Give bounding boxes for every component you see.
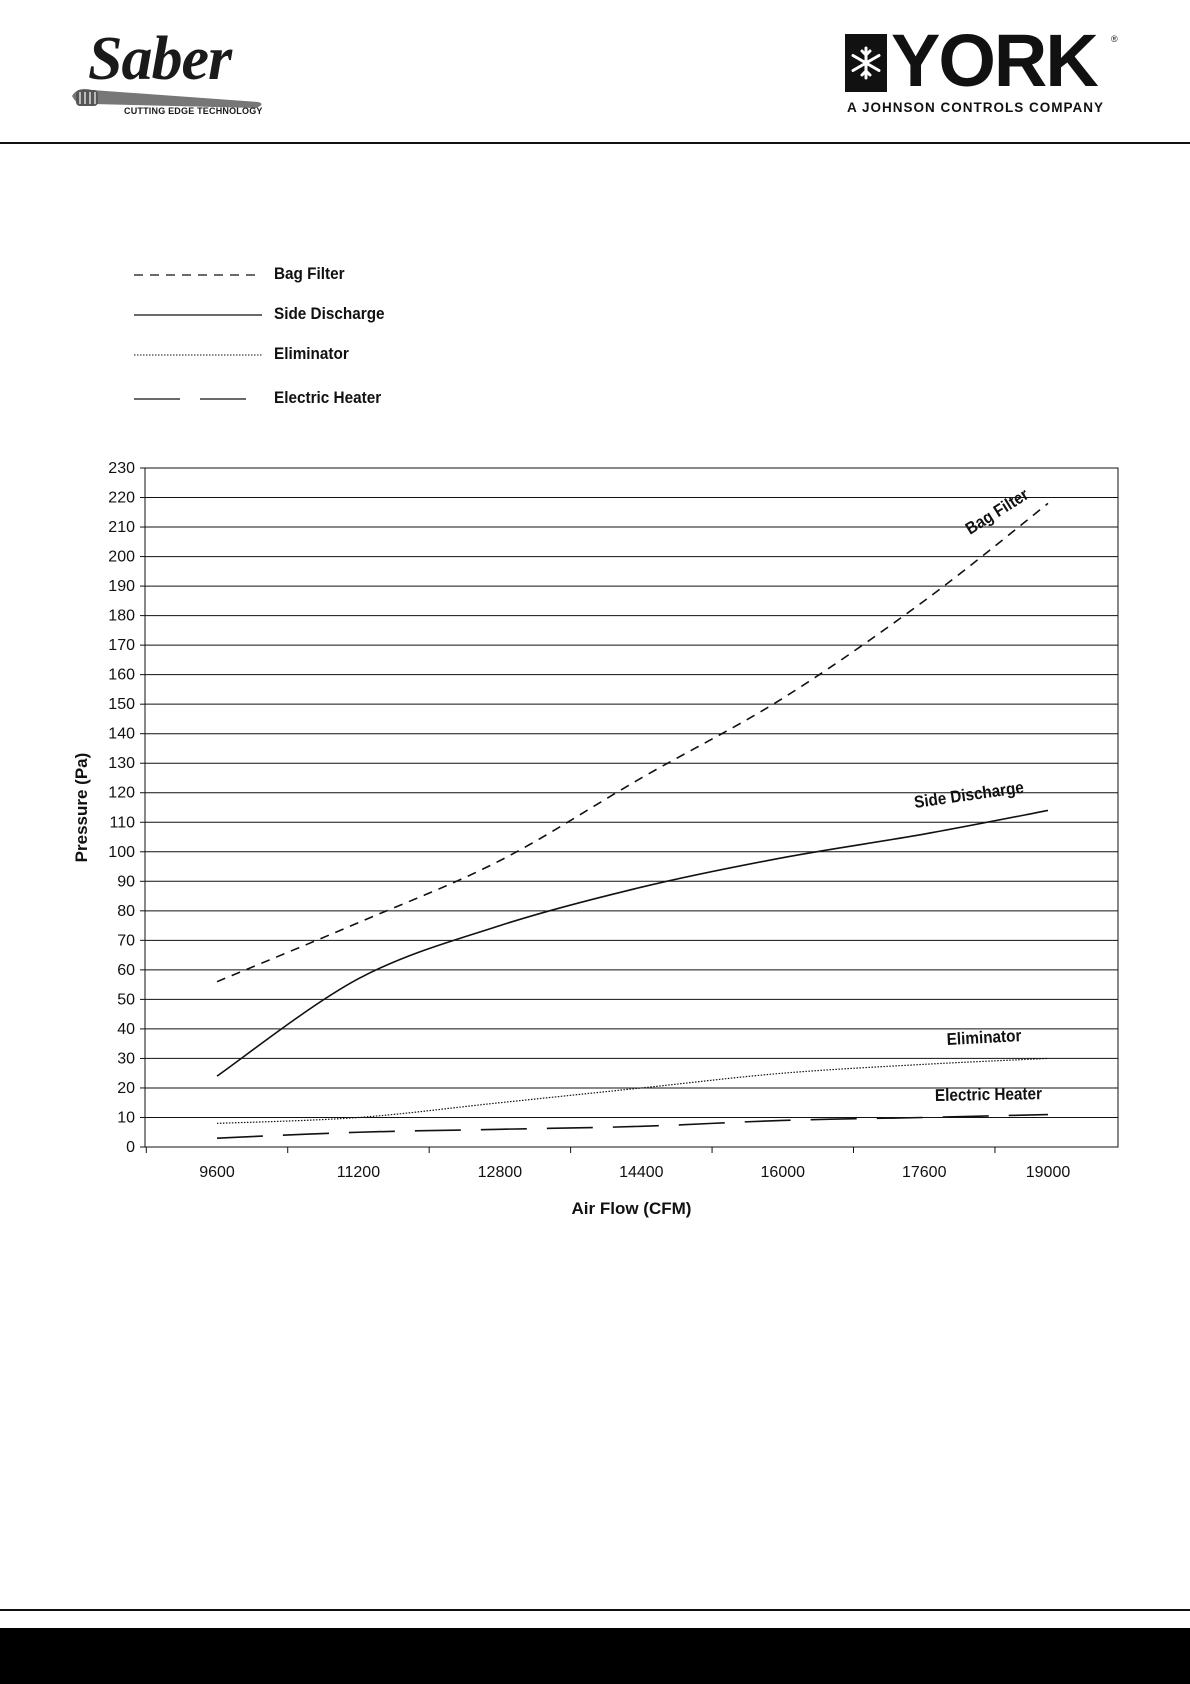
saber-wordmark: Saber: [88, 25, 232, 93]
y-tick-label: 70: [117, 932, 135, 950]
y-axis-title: Pressure (Pa): [72, 752, 91, 863]
x-tick-label: 17600: [901, 1164, 947, 1181]
y-tick-label: 40: [117, 1020, 135, 1038]
saber-logo: [70, 25, 270, 120]
footer-bar: [0, 1628, 1190, 1684]
legend-label: Bag Filter: [274, 264, 345, 283]
y-tick-label: 220: [108, 489, 135, 507]
series-annotation-electric-heater: Electric Heater: [934, 1084, 1043, 1106]
legend-item-bag-filter: [132, 262, 552, 286]
x-tick-label: 14400: [619, 1164, 664, 1181]
york-subtitle: A JOHNSON CONTROLS COMPANY: [847, 100, 1105, 115]
registered-mark: ®: [1111, 34, 1118, 44]
legend-item-electric-heater: [132, 386, 552, 410]
legend-label: Side Discharge: [274, 304, 385, 323]
x-tick-label: 9600: [199, 1164, 235, 1181]
legend-swatch-solid: [132, 302, 264, 326]
y-tick-label: 210: [108, 519, 135, 537]
y-tick-label: 100: [108, 843, 135, 861]
x-tick-label: 19000: [1025, 1164, 1071, 1181]
series-annotation-side-discharge: Side Discharge: [912, 778, 1025, 813]
x-axis-title: Air Flow (CFM): [571, 1199, 692, 1218]
series-line-bag-filter: [217, 503, 1048, 981]
y-tick-label: 150: [108, 696, 135, 714]
y-tick-label: 50: [117, 991, 135, 1009]
x-tick-label: 12800: [477, 1164, 523, 1181]
x-tick-label: 16000: [760, 1164, 806, 1181]
chart-legend: [132, 262, 552, 412]
legend-swatch-dotted: [132, 342, 264, 366]
y-tick-label: 80: [117, 902, 135, 920]
legend-label: Electric Heater: [274, 388, 382, 407]
y-tick-label: 140: [108, 725, 135, 743]
y-tick-label: 30: [117, 1050, 135, 1068]
y-tick-label: 170: [108, 637, 135, 655]
x-tick-label: 11200: [336, 1164, 381, 1181]
y-tick-label: 160: [108, 666, 135, 684]
legend-swatch-long-dash: [132, 386, 264, 410]
footer-divider: [0, 1609, 1190, 1611]
y-tick-label: 0: [126, 1139, 135, 1156]
y-tick-label: 20: [117, 1079, 135, 1097]
y-tick-label: 90: [117, 873, 135, 891]
series-line-electric-heater: [217, 1115, 1048, 1139]
y-tick-label: 130: [108, 755, 135, 773]
series-line-side-discharge: [217, 810, 1048, 1076]
y-tick-label: 120: [108, 784, 135, 802]
legend-item-eliminator: [132, 342, 552, 366]
series-annotation-eliminator: Eliminator: [946, 1026, 1022, 1050]
pressure-airflow-chart: [60, 455, 1140, 1230]
y-tick-label: 180: [108, 607, 135, 625]
legend-swatch-short-dash: [132, 262, 264, 286]
y-tick-label: 230: [108, 460, 135, 477]
york-logo: [845, 19, 1125, 122]
y-tick-label: 10: [117, 1109, 135, 1127]
y-tick-label: 110: [109, 814, 135, 832]
y-tick-label: 200: [108, 548, 135, 566]
series-annotation-bag-filter: Bag Filter: [962, 485, 1033, 539]
y-tick-label: 190: [108, 578, 135, 596]
y-tick-label: 60: [117, 961, 135, 979]
page-header: [0, 0, 1190, 144]
legend-item-side-discharge: [132, 302, 552, 326]
saber-tagline: CUTTING EDGE TECHNOLOGY: [124, 106, 263, 116]
york-wordmark: YORK: [891, 19, 1097, 102]
snowflake-icon: [845, 34, 887, 92]
legend-label: Eliminator: [274, 344, 349, 363]
series-line-eliminator: [217, 1058, 1048, 1123]
